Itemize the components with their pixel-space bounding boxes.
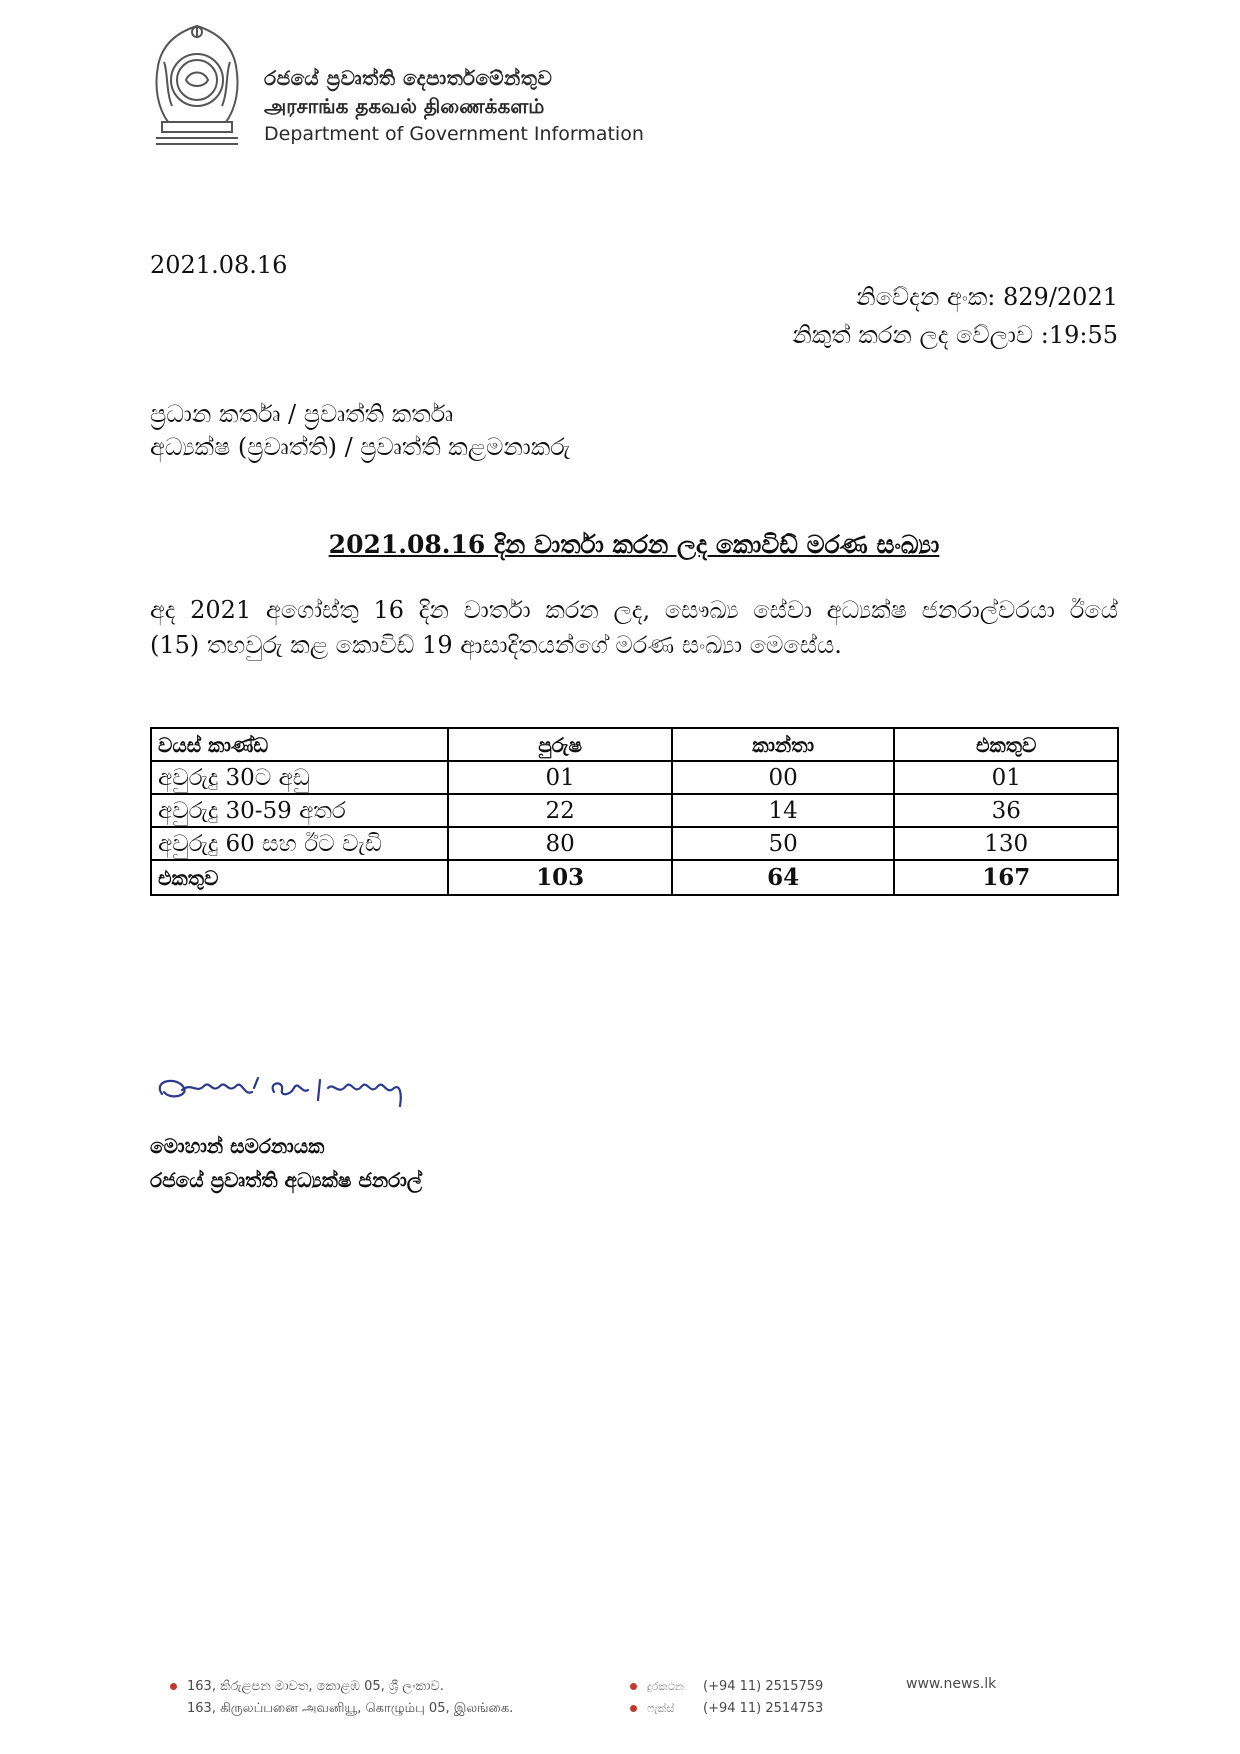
department-name-english: Department of Government Information [264, 123, 644, 145]
body-paragraph-line: අද 2021 අගෝස්තු 16 දින වාර්තා කරන ලද, සෞඛ්‍ය සේවා අධ්‍යක්ෂ ජනරාල්වරයා ඊයේ [150, 596, 1118, 624]
signer-title: රජයේ ප්‍රවෘත්ති අධ්‍යක්ෂ ජනරාල් [150, 1168, 423, 1192]
covid-deaths-table [150, 727, 1119, 896]
total-label-cell: එකතුව [151, 860, 448, 895]
total-count-cell: 36 [894, 794, 1118, 827]
table-total-row [151, 860, 1118, 895]
address-line: 163, කිරුළපන මාවත, කොළඹ 05, ශ්‍රී ලංකාව. [187, 1679, 444, 1694]
age-group-cell: අවුරුදු 30ට අඩු [151, 761, 448, 794]
female-count-cell: 50 [672, 827, 895, 860]
age-group-cell: අවුරුදු 60 සහ ඊට වැඩි [151, 827, 448, 860]
department-name-sinhala: රජයේ ප්‍රවෘත්ති දෙපාර්තමේන්තුව [264, 66, 553, 90]
fax-label: ෆැක්ස් [647, 1702, 675, 1715]
address-line: 163, கிருலப்பனை அவனியூ, கொழும்பு 05, இலங்கை. [187, 1701, 514, 1716]
bullet-icon [630, 1705, 637, 1712]
male-count-cell: 22 [448, 794, 672, 827]
recipient-line: ප්‍රධාන කර්තෘ / ප්‍රවෘත්ති කර්තෘ [150, 400, 454, 428]
total-count-cell: 01 [894, 761, 1118, 794]
column-header-total: එකතුව [894, 728, 1118, 761]
footer [0, 1668, 1240, 1728]
male-total-cell: 103 [448, 860, 672, 895]
recipient-line: අධ්‍යක්ෂ (ප්‍රවෘත්ති) / ප්‍රවෘත්ති කළමනාකරු [150, 433, 571, 461]
body-paragraph [150, 593, 1118, 663]
table-row [151, 827, 1118, 860]
age-group-cell: අවුරුදු 30-59 අතර [151, 794, 448, 827]
column-header-male: පුරුෂ [448, 728, 672, 761]
phone-number: (+94 11) 2515759 [703, 1679, 824, 1694]
document-heading: 2021.08.16 දින වාර්තා කරන ලද කොවිඩ් මරණ සංඛ්‍යා [328, 530, 940, 559]
table-row [151, 794, 1118, 827]
document-date: 2021.08.16 [150, 251, 288, 279]
fax-number: (+94 11) 2514753 [703, 1701, 824, 1716]
reference-number: නිවේදන අංක: 829/2021 [856, 283, 1118, 311]
male-count-cell: 01 [448, 761, 672, 794]
table-row [151, 761, 1118, 794]
female-total-cell: 64 [672, 860, 895, 895]
male-count-cell: 80 [448, 827, 672, 860]
department-name-tamil: அரசாங்க தகவல் திணைக்களம் [264, 94, 545, 118]
footer-contacts [630, 1676, 823, 1720]
column-header-female: කාන්තා [672, 728, 895, 761]
footer-address [170, 1676, 513, 1720]
bullet-icon [630, 1683, 637, 1690]
website-link[interactable]: www.news.lk [906, 1676, 997, 1692]
bullet-icon [170, 1683, 177, 1690]
total-count-cell: 130 [894, 827, 1118, 860]
grand-total-cell: 167 [894, 860, 1118, 895]
signer-name: මොහාන් සමරනායක [150, 1134, 325, 1158]
female-count-cell: 14 [672, 794, 895, 827]
phone-label: දුරකථන [647, 1680, 684, 1693]
letterhead [148, 22, 688, 152]
body-paragraph-line: (15) තහවුරු කළ කොවිඩ් 19 ආසාදිතයන්ගේ මරණ සංඛ්‍යා මෙසේය. [150, 631, 842, 659]
release-time: නිකුත් කරන ලද වේලාව :19:55 [792, 321, 1118, 349]
sri-lanka-emblem-icon [148, 22, 246, 150]
female-count-cell: 00 [672, 761, 895, 794]
column-header-age-group: වයස් කාණ්ඩ [151, 728, 448, 761]
table-header-row [151, 728, 1118, 761]
handwritten-signature [148, 1070, 428, 1120]
